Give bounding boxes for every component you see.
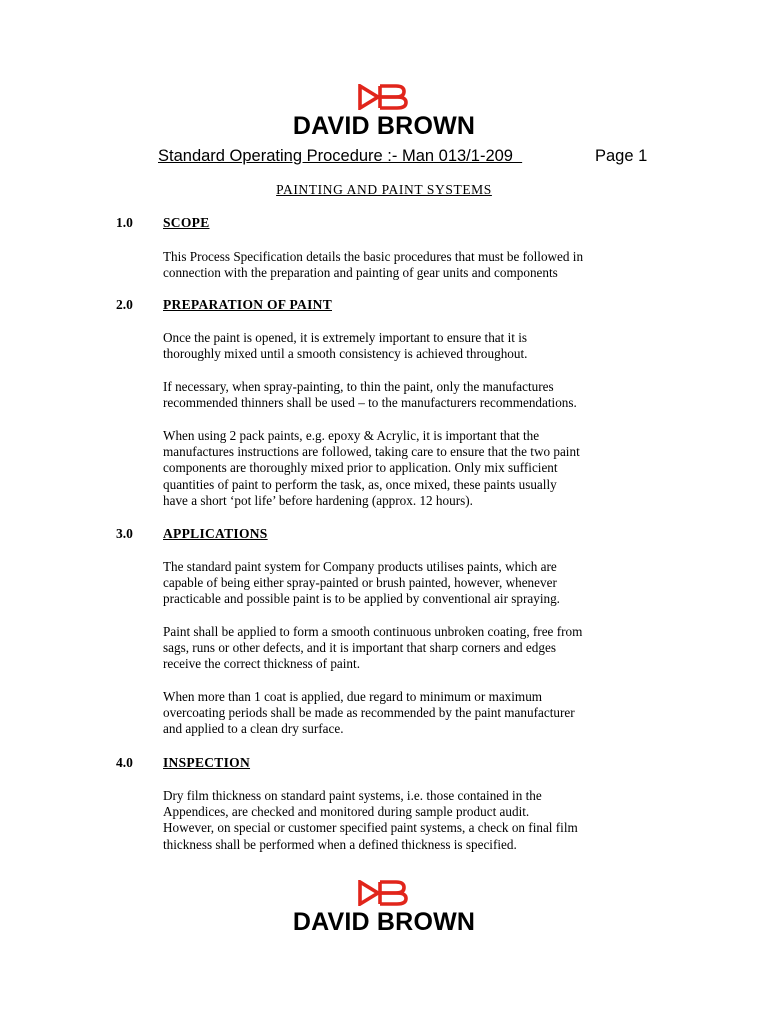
db-logo-icon (358, 84, 410, 110)
section-title: PREPARATION OF PAINT (163, 297, 332, 312)
text-line: Paint shall be applied to form a smooth continuous unbroken coating, free from (163, 624, 583, 639)
text-line: thickness shall be performed when a defined thickness is specified. (163, 836, 517, 852)
header-logo (0, 84, 768, 140)
text-line: thoroughly mixed until a smooth consistency is achieved throughout. (163, 346, 528, 362)
text-line: When more than 1 coat is applied, due regard to minimum or maximum (163, 689, 543, 704)
paragraph (163, 559, 663, 608)
text-line: The standard paint system for Company products utilises paints, which are (163, 559, 557, 574)
text-line: practicable and possible paint is to be applied by conventional air spraying. (163, 591, 560, 607)
section-number: 2.0 (116, 297, 133, 312)
paragraph (163, 624, 663, 673)
text-line: If necessary, when spray-painting, to thin the paint, only the manufactures (163, 379, 554, 394)
paragraph (163, 689, 663, 738)
company-name: DAVID BROWN (292, 112, 476, 140)
paragraph (163, 788, 663, 853)
text-line: Dry film thickness on standard paint systems, i.e. those contained in the (163, 788, 542, 803)
text-line: receive the correct thickness of paint. (163, 656, 360, 672)
paragraph (163, 428, 663, 509)
text-line: overcoating periods shall be made as recommended by the paint manufacturer (163, 705, 575, 721)
sop-title: Standard Operating Procedure :- Man 013/1-209 (158, 147, 523, 165)
text-line: quantities of paint to perform the task, as, once mixed, these paints usually (163, 476, 557, 492)
document-title: PAINTING AND PAINT SYSTEMS (276, 182, 492, 197)
text-line: recommended thinners shall be used – to the manufacturers recommendations. (163, 395, 577, 411)
text-line: capable of being either spray-painted or brush painted, however, whenever (163, 575, 557, 591)
sop-header-line (158, 146, 658, 166)
text-line: However, on special or customer specified paint systems, a check on final film (163, 820, 578, 836)
text-line: manufactures instructions are followed, taking care to ensure that the two paint (163, 444, 580, 460)
text-line: connection with the preparation and painting of gear units and components (163, 265, 558, 281)
text-line: have a short ‘pot life’ before hardening (approx. 12 hours). (163, 492, 473, 508)
page-number: Page 1 (595, 147, 648, 165)
text-line: components are thoroughly mixed prior to application. Only mix sufficient (163, 460, 558, 476)
footer-logo (0, 880, 768, 936)
section-number: 3.0 (116, 526, 133, 541)
paragraph (163, 330, 663, 362)
section-number: 1.0 (116, 215, 133, 230)
text-line: When using 2 pack paints, e.g. epoxy & Acrylic, it is important that the (163, 428, 540, 443)
section-number: 4.0 (116, 755, 133, 770)
paragraph (163, 249, 663, 281)
text-line: Once the paint is opened, it is extremely important to ensure that it is (163, 330, 528, 345)
section-title: APPLICATIONS (163, 526, 268, 541)
text-line: Appendices, are checked and monitored during sample product audit. (163, 804, 530, 820)
section-title: SCOPE (163, 215, 210, 230)
db-logo-icon (358, 880, 410, 906)
text-line: sags, runs or other defects, and it is important that sharp corners and edges (163, 640, 556, 656)
text-line: This Process Specification details the basic procedures that must be followed in (163, 249, 584, 264)
text-line: and applied to a clean dry surface. (163, 721, 344, 737)
section-title: INSPECTION (163, 755, 251, 770)
company-name: DAVID BROWN (292, 908, 476, 936)
paragraph (163, 379, 663, 411)
